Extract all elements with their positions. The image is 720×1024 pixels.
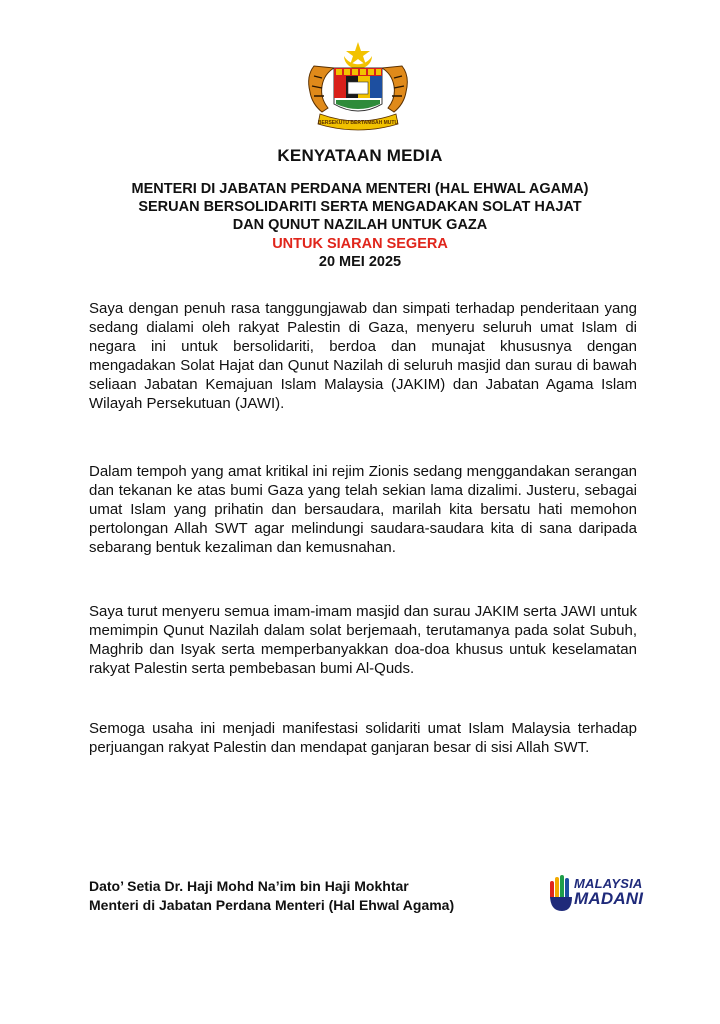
crescent-star-icon — [344, 42, 372, 69]
signatory-position: Menteri di Jabatan Perdana Menteri (Hal Ehwal Agama) — [89, 897, 455, 913]
document-title: KENYATAAN MEDIA — [277, 146, 443, 165]
body-paragraph-4: Semoga usaha ini menjadi manifestasi solidariti umat Islam Malaysia terhadap perjuangan rakyat Palestin dan mendapat ganjaran besar di sisi Allah SWT. — [89, 720, 637, 756]
body-paragraph-2: Dalam tempoh yang amat kritikal ini rejim Zionis sedang menggandakan serangan dan tekanan ke atas bumi Gaza yang telah sekian lama dizalimi. Justeru, sebagai umat Islam yang prihatin dan bersaudara, marilah kita bersatu hati memohon pertolongan Allah SWT agar melindungi saudara-saudara kita di sana daripada sebarang bentuk kezaliman dan kemusnahan. — [89, 463, 637, 556]
release-note: UNTUK SIARAN SEGERA — [272, 236, 448, 252]
subtitle-line-3: DAN QUNUT NAZILAH UNTUK GAZA — [232, 217, 488, 233]
madani-hand-icon — [548, 873, 574, 913]
coat-of-arms-logo — [300, 42, 416, 134]
signatory-name: Dato’ Setia Dr. Haji Mohd Na’im bin Haji Mokhtar — [89, 878, 409, 894]
release-date: 20 MEI 2025 — [318, 254, 402, 270]
body-paragraph-3: Saya turut menyeru semua imam-imam masjid dan surau JAKIM serta JAWI untuk memimpin Qunut Nazilah dalam solat berjemaah, terutamanya pada solat Subuh, Maghrib dan Isyak serta memperbanyakkan doa-doa khusus untuk keselamatan rakyat Palestin serta pembebasan bumi Al-Quds. — [89, 603, 637, 677]
subtitle-block — [0, 180, 720, 234]
subtitle-line-1: MENTERI DI JABATAN PERDANA MENTERI (HAL EHWAL AGAMA) — [131, 181, 589, 197]
subtitle-line-2: SERUAN BERSOLIDARITI SERTA MENGADAKAN SOLAT HAJAT — [138, 199, 582, 215]
signature-block — [89, 877, 454, 915]
crest-motto: BERSEKUTU BERTAMBAH MUTU — [317, 120, 399, 126]
malaysia-madani-logo — [548, 873, 660, 913]
madani-line-2: MADANI — [574, 889, 644, 908]
body-paragraph-1: Saya dengan penuh rasa tanggungjawab dan simpati terhadap penderitaan yang sedang dialami oleh rakyat Palestin di Gaza, menyeru seluruh umat Islam di negara ini untuk bersolidariti, berdoa dan munajat khususnya dengan mengadakan Solat Hajat dan Qunut Nazilah di seluruh masjid dan surau di bawah seliaan Jabatan Kemajuan Islam Malaysia (JAKIM) dan Jabatan Agama Islam Wilayah Persekutuan (JAWI). — [89, 300, 637, 412]
madani-wordmark — [574, 876, 643, 906]
madani-line-1: MALAYSIA — [574, 876, 643, 891]
